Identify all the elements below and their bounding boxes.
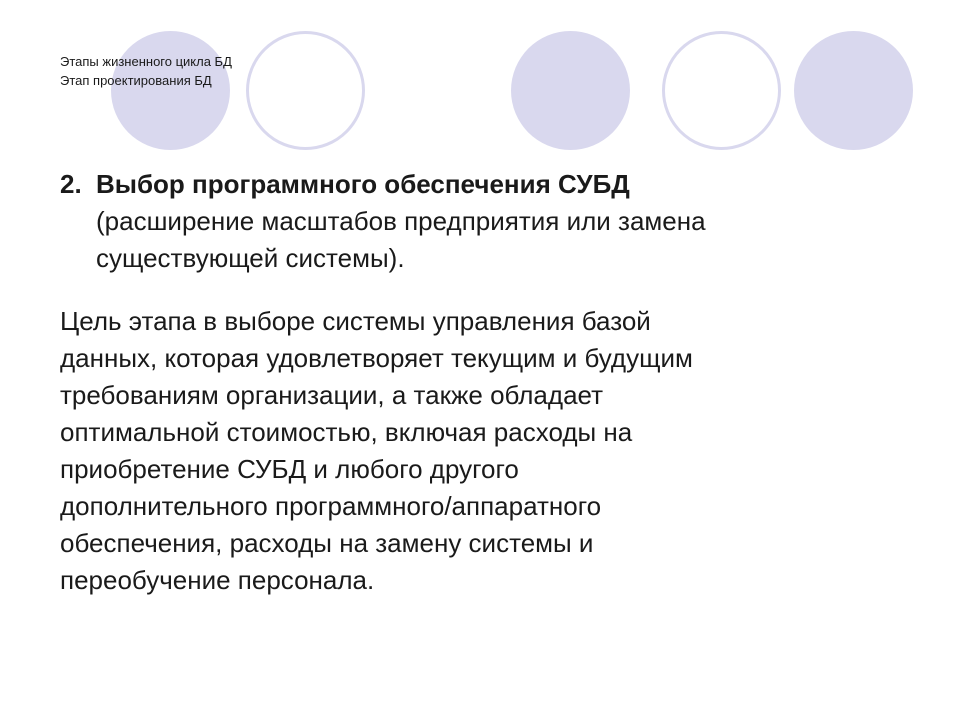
paragraph-line-2: данных, которая удовлетворяет текущим и будущим [60, 343, 693, 373]
paragraph-line-4: оптимальной стоимостью, включая расходы на [60, 417, 633, 447]
slide-header [60, 52, 232, 90]
paragraph-line-6: дополнительного программного/аппаратного [60, 491, 602, 521]
subtitle-line-2: существующей системы). [96, 243, 405, 273]
subtitle-line-1: (расширение масштабов предприятия или замена [96, 206, 706, 236]
paragraph-line-8: переобучение персонала. [60, 565, 375, 595]
paragraph-line-1: Цель этапа в выборе системы управления базой [60, 306, 651, 336]
paragraph-line-5: приобретение СУБД и любого другого [60, 454, 519, 484]
header-line-2: Этап проектирования БД [60, 73, 212, 88]
decorative-circle-filled [511, 31, 630, 150]
section-number: 2. [60, 169, 82, 199]
section-subtitle [60, 203, 890, 277]
decorative-circle-outline [246, 31, 365, 150]
body-paragraph [60, 303, 890, 599]
paragraph-line-7: обеспечения, расходы на замену системы и [60, 528, 594, 558]
header-line-1: Этапы жизненного цикла БД [60, 54, 232, 69]
decorative-circle-filled [794, 31, 913, 150]
slide-content [60, 166, 890, 599]
paragraph-line-3: требованиям организации, а также обладает [60, 380, 604, 410]
section-title: Выбор программного обеспечения СУБД [96, 169, 630, 199]
decorative-circle-filled [111, 31, 230, 150]
decorative-circle-outline [662, 31, 781, 150]
section-heading [60, 166, 890, 203]
